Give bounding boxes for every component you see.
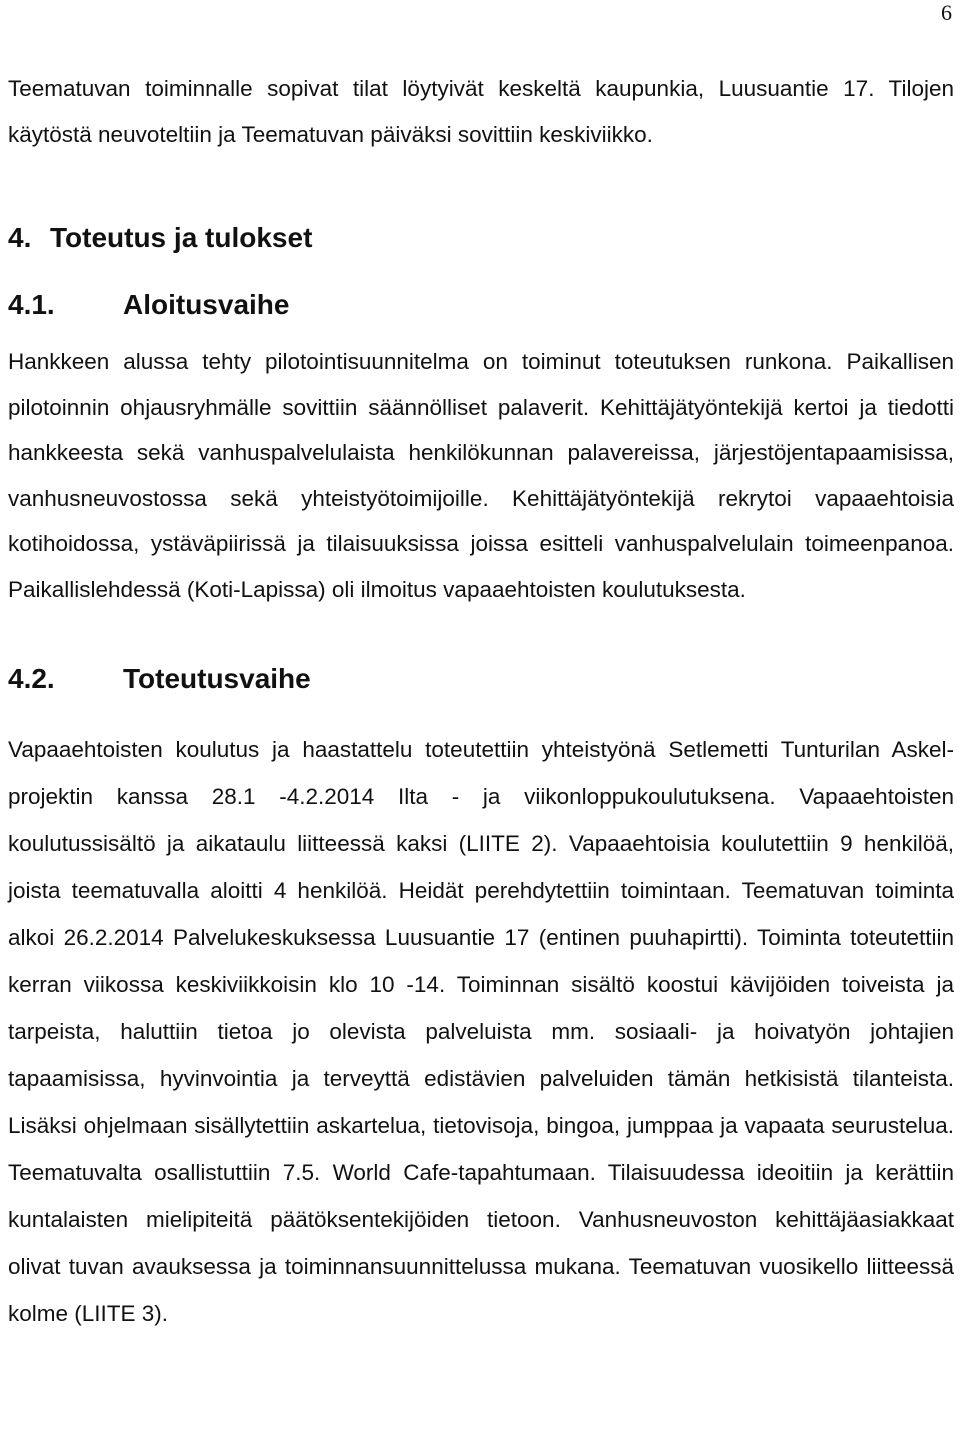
section-4-1-title: Aloitusvaihe: [123, 289, 290, 320]
section-4-2-paragraph: Vapaaehtoisten koulutus ja haastattelu toteutettiin yhteistyönä Setlemetti Tunturilan Askel-projektin kanssa 28.1 -4.2.2014 Ilta - ja viikonloppukoulutuksena. Vapaaehtoisten koulutussisältö ja aikataulu liitteessä kaksi (LIITE 2). Vapaaehtoisia koulutettiin 9 henkilöä, joista teematuvalla aloitti 4 henkilöä. Heidät perehdytettiin toimintaan. Teematuvan toiminta alkoi 26.2.2014 Palvelukeskuksessa Luusuantie 17 (entinen puuhapirtti). Toiminta toteutettiin kerran viikossa keskiviikkoisin klo 10 -14. Toiminnan sisältö koostui kävijöiden toiveista ja tarpeista, haluttiin tietoa jo olevista palveluista mm. sosiaali- ja hoivatyön johtajien tapaamisissa, hyvinvointia ja terveyttä edistävien palveluiden tämän hetkisistä tilanteista. Lisäksi ohjelmaan sisällytettiin askartelua, tietovisoja, bingoa, jumppaa ja vapaata seurustelua. Teematuvalta osallistuttiin 7.5. World Cafe-tapahtumaan. Tilaisuudessa ideoitiin ja kerättiin kuntalaisten mielipiteitä päätöksentekijöiden tietoon. Vanhusneuvoston kehittäjäasiakkaat olivat tuvan avauksessa ja toiminnansuunnittelussa mukana. Teematuvan vuosikello liitteessä kolme (LIITE 3).: [8, 737, 954, 1326]
intro-paragraph: Teematuvan toiminnalle sopivat tilat löytyivät keskeltä kaupunkia, Luusuantie 17. Tilojen käytöstä neuvoteltiin ja Teematuvan päiväksi sovittiin keskiviikko.: [8, 76, 954, 147]
section-4-1-heading: [8, 288, 954, 322]
document-body: [8, 66, 954, 1337]
section-4-heading: [8, 221, 954, 255]
section-4-1-number: 4.1.: [8, 289, 55, 320]
section-4-title: Toteutus ja tulokset: [50, 222, 313, 253]
section-4-2-title: Toteutusvaihe: [123, 663, 311, 694]
page-number: 6: [941, 0, 952, 25]
section-4-number: 4.: [8, 222, 32, 253]
section-4-1-paragraph: Hankkeen alussa tehty pilotointisuunnitelma on toiminut toteutuksen runkona. Paikallisen pilotoinnin ohjausryhmälle sovittiin säännölliset palaverit. Kehittäjätyöntekijä kertoi ja tiedotti hankkeesta sekä vanhuspalvelulaista henkilökunnan palavereissa, järjestöjentapaamisissa, vanhusneuvostossa sekä yhteistyötoimijoille. Kehittäjätyöntekijä rekrytoi vapaaehtoisia kotihoidossa, ystäväpiirissä ja tilaisuuksissa joissa esitteli vanhuspalvelulain toimeenpanoa. Paikallislehdessä (Koti-Lapissa) oli ilmoitus vapaaehtoisten koulutuksesta.: [8, 349, 954, 602]
section-4-2-number: 4.2.: [8, 663, 55, 694]
section-4-2-heading: [8, 662, 954, 696]
